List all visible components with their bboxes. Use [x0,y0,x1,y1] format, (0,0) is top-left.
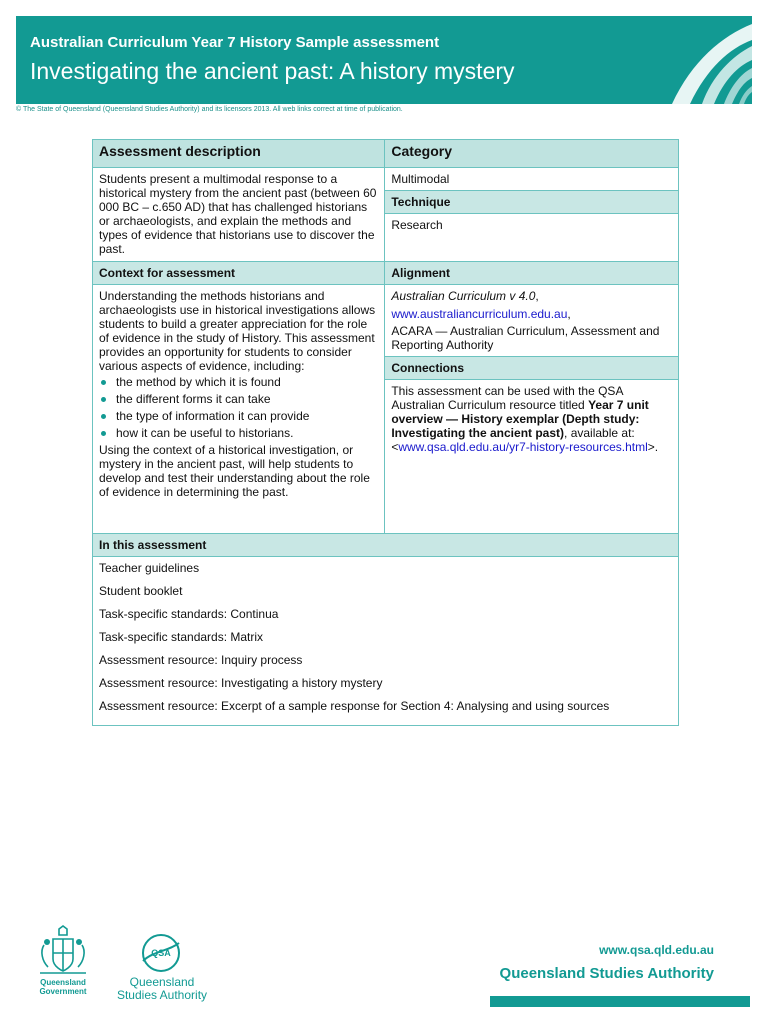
qg-line2: Government [39,987,87,996]
assessment-table [92,139,679,726]
in-this-assessment-heading: In this assessment [93,534,679,557]
qsa-mark-icon [139,931,183,975]
context-outro: Using the context of a historical investigation, or mystery in the ancient past, will help students to develop and test their understanding about the role of evidence in determining the past. [99,443,370,499]
evidence-list [99,375,378,440]
queensland-government-label [38,978,88,996]
technique-value: Research [385,214,679,262]
qsa-url[interactable]: www.qsa.qld.edu.au [599,943,714,957]
technique-heading: Technique [385,191,679,214]
page-title: Investigating the ancient past: A history mystery [30,58,515,84]
australian-curriculum-link[interactable]: www.australiancurriculum.edu.au [391,307,568,321]
assessment-item: Assessment resource: Investigating a history mystery [93,672,679,695]
footer-bar [490,996,750,1007]
connections-heading: Connections [385,357,679,380]
connections-text: This assessment can be used with the QSA Australian Curriculum resource titled [391,384,623,412]
queensland-crest-icon [36,925,90,977]
qsa-name: Queensland Studies Authority [499,965,714,982]
qsa-mark-text: QSA [151,948,171,958]
acara-text: ACARA — Australian Curriculum, Assessment and Reporting Authority [391,324,660,352]
connections-cell [385,380,679,534]
assessment-item: Teacher guidelines [93,557,679,581]
context-intro: Understanding the methods historians and archaeologists use in historical investigations allows students to build a greater appreciation for the role of evidence in the study of History. This assessment provides an opportunity for students to consider various aspects of evidence, including: [99,289,376,373]
category-heading: Category [385,140,679,168]
assessment-item: Assessment resource: Inquiry process [93,649,679,672]
copyright-notice: © The State of Queensland (Queensland Studies Authority) and its licensors 2013. All web links correct at time of publication. [16,106,403,113]
qsa-logo-label [116,976,208,1002]
connections-close: >. [647,440,659,454]
unit-overview-title: Year 7 unit overview — History exemplar (Depth study: Investigating the ancient past) [391,398,649,440]
connections-available: , available at: < [391,426,635,454]
category-value: Multimodal [385,168,679,191]
list-item: the method by which it is found [99,375,378,389]
alignment-heading: Alignment [385,262,679,285]
list-item: how it can be useful to historians. [99,426,378,440]
link-comma: , [567,307,571,321]
assessment-item: Assessment resource: Excerpt of a sample response for Section 4: Analysing and using sources [93,695,679,725]
assessment-description-text: Students present a multimodal response to a historical mystery from the ancient past (between 60 000 BC – c.650 AD) that has challenged historians or archaeologists, and explain the methods and types of evidence that historians use to discover the past. [93,168,385,262]
qsa-line2: Studies Authority [116,988,208,1002]
decorative-swoosh [632,16,752,104]
assessment-description-heading: Assessment description [93,140,385,168]
assessment-item: Student booklet [93,580,679,603]
curriculum-version: Australian Curriculum v 4.0 [391,289,536,303]
context-heading: Context for assessment [93,262,385,285]
curriculum-comma: , [535,289,539,303]
qsa-resource-link[interactable]: www.qsa.qld.edu.au/yr7-history-resources.html [398,440,648,454]
list-item: the type of information it can provide [99,409,378,423]
assessment-item: Task-specific standards: Continua [93,603,679,626]
qg-line1: Queensland [40,978,86,987]
alignment-cell [385,285,679,357]
header-band [16,16,752,104]
list-item: the different forms it can take [99,392,378,406]
qsa-line1: Queensland [129,975,195,989]
series-title: Australian Curriculum Year 7 History Sample assessment [30,34,440,51]
assessment-item: Task-specific standards: Matrix [93,626,679,649]
context-cell [93,285,385,534]
